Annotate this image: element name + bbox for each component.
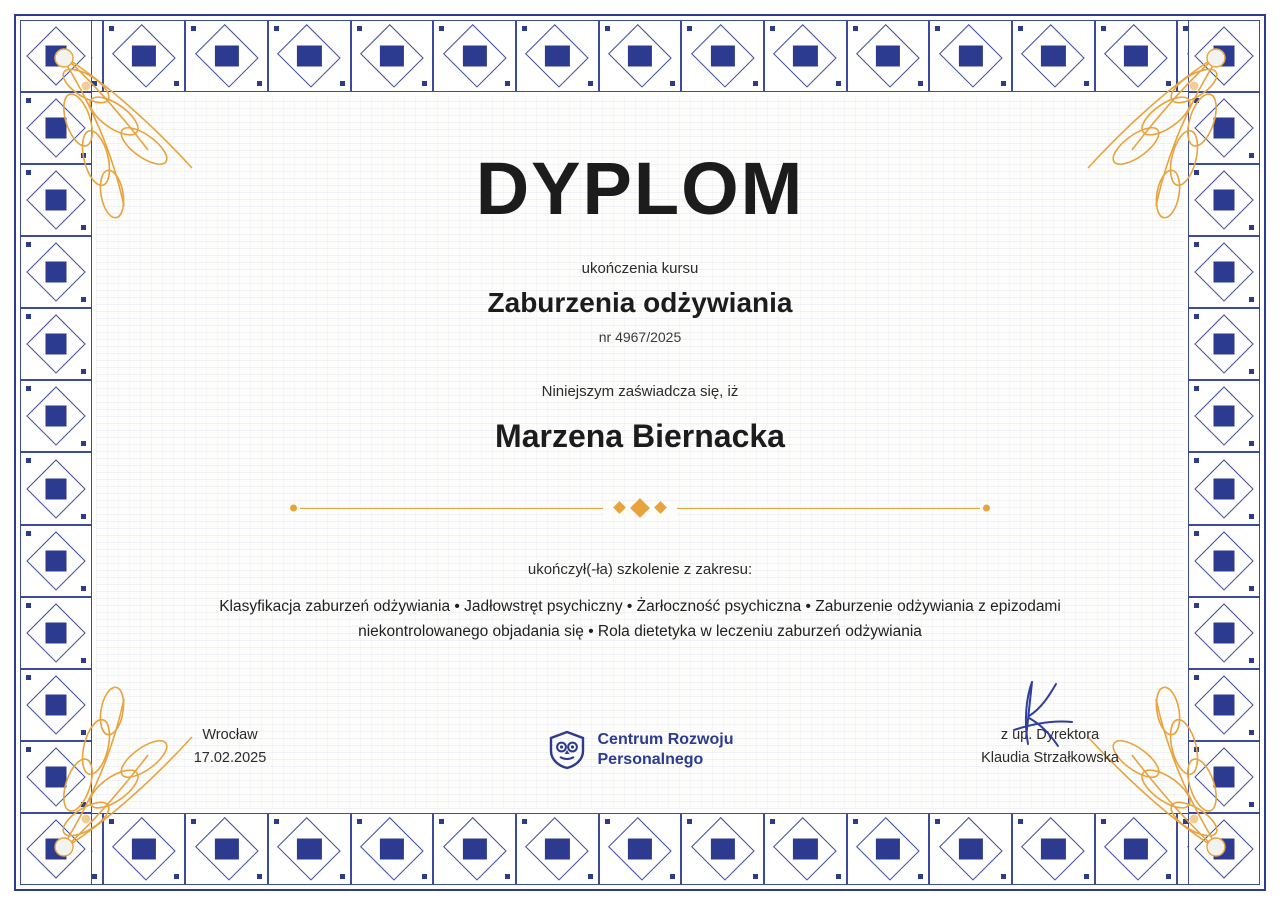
organization-logo [547, 730, 734, 770]
border-tile-dot [935, 26, 940, 31]
border-tile [1188, 741, 1260, 813]
border-tile-dot [109, 26, 114, 31]
border-tile [847, 813, 930, 885]
border-tile-dot [1166, 81, 1171, 86]
border-tile [103, 20, 186, 92]
signer-name: Klaudia Strzałkowska [981, 749, 1119, 766]
border-tile-dot [1001, 81, 1006, 86]
border-tile [1095, 20, 1178, 92]
gold-divider [290, 499, 990, 517]
border-tile-dot [505, 81, 510, 86]
border-tile-band-bottom [20, 813, 1260, 885]
border-tile [1188, 308, 1260, 380]
border-tile [929, 813, 1012, 885]
border-tile-dot [81, 586, 86, 591]
border-tile [20, 669, 92, 741]
border-tile-dot [26, 242, 31, 247]
border-corner-bottom-left [20, 813, 92, 885]
border-tile-dot [1194, 386, 1199, 391]
border-tile-dot [174, 81, 179, 86]
signer-role: z up. Dyrektora [1000, 726, 1100, 743]
border-tile-dot [1194, 458, 1199, 463]
border-tile-dot [1194, 675, 1199, 680]
border-tile [20, 452, 92, 524]
border-tile [433, 813, 516, 885]
organization-name-line2: Personalnego [597, 751, 704, 768]
course-completion-label: ukończenia kursu [581, 259, 699, 277]
border-tile-dot [191, 26, 196, 31]
border-tile-dot [1001, 874, 1006, 879]
organization-name [598, 730, 734, 770]
border-tile-dot [439, 26, 444, 31]
border-tile-dot [670, 81, 675, 86]
border-tile [1188, 92, 1260, 164]
border-tile-dot [26, 386, 31, 391]
border-tile-dot [1249, 586, 1254, 591]
border-tile [1012, 20, 1095, 92]
border-tile-dot [1249, 658, 1254, 663]
border-tile-dot [505, 874, 510, 879]
border-tile-dot [1018, 819, 1023, 824]
border-tile-dot [26, 170, 31, 175]
diamond-icon [654, 501, 667, 514]
border-tile-dot [1194, 242, 1199, 247]
border-tile-dot [687, 26, 692, 31]
border-tile-dot [191, 819, 196, 824]
scope-text: Klasyfikacja zaburzeń odżywiania • Jadłowstręt psychiczny • Żarłoczność psychiczna • Zaburzenie odżywiania z epizodami niekontrolowanego objadania się • Rola dietetyka w leczeniu zaburzeń odżywiania [219, 597, 1061, 641]
border-tile [1188, 236, 1260, 308]
border-tile-dot [836, 81, 841, 86]
border-tile [1188, 452, 1260, 524]
border-tile [929, 20, 1012, 92]
attestation-line: Niniejszym zaświadcza się, iż [541, 382, 739, 400]
border-tile-dot [81, 369, 86, 374]
border-tile-dot [26, 531, 31, 536]
border-tile-dot [357, 819, 362, 824]
border-tile-dot [257, 81, 262, 86]
border-tile [1188, 380, 1260, 452]
border-tile-dot [770, 26, 775, 31]
border-tile [681, 20, 764, 92]
owl-shield-logo-icon [547, 730, 587, 770]
border-tile-dot [1166, 874, 1171, 879]
border-tile [681, 813, 764, 885]
border-tile-dot [1194, 603, 1199, 608]
border-tile-dot [422, 874, 427, 879]
border-tile [20, 380, 92, 452]
diamond-icon [630, 498, 650, 518]
border-tile-dot [605, 26, 610, 31]
border-tile-dot [26, 314, 31, 319]
border-tile-dot [1249, 802, 1254, 807]
border-tile-dot [918, 81, 923, 86]
border-tile-dot [26, 675, 31, 680]
border-tile-dot [1101, 819, 1106, 824]
border-tile-dot [81, 730, 86, 735]
border-tile-dot [92, 874, 97, 879]
border-tile-dot [1084, 81, 1089, 86]
footer-date: 17.02.2025 [193, 749, 267, 766]
border-tile-dot [81, 297, 86, 302]
border-tile [20, 236, 92, 308]
footer-signature-block [950, 724, 1150, 770]
border-tile [20, 164, 92, 236]
border-corner-top-right [1188, 20, 1260, 92]
scope-label: ukończył(-ła) szkolenie z zakresu: [527, 560, 753, 578]
border-tile-dot [522, 819, 527, 824]
border-tile-dot [340, 874, 345, 879]
border-tile [103, 813, 186, 885]
border-tile-dot [1194, 98, 1199, 103]
footer-place: Wrocław [202, 726, 258, 743]
border-tile-dot [274, 819, 279, 824]
border-tile-dot [174, 874, 179, 879]
border-tile-dot [81, 441, 86, 446]
border-tile [268, 20, 351, 92]
border-tile-dot [935, 819, 940, 824]
border-tile-dot [1194, 314, 1199, 319]
border-tile-dot [770, 819, 775, 824]
border-tile [20, 525, 92, 597]
divider-diamond-cluster [603, 501, 677, 515]
border-tile-dot [853, 819, 858, 824]
border-tile-dot [1249, 297, 1254, 302]
certificate-footer [130, 724, 1150, 770]
diamond-icon [613, 501, 626, 514]
border-tile-dot [26, 458, 31, 463]
border-tile [1188, 525, 1260, 597]
border-tile-dot [81, 802, 86, 807]
border-tile-dot [1194, 531, 1199, 536]
border-tile [599, 20, 682, 92]
border-tile-dot [670, 874, 675, 879]
border-tile-dot [26, 747, 31, 752]
border-tile [185, 20, 268, 92]
course-number: nr 4967/2025 [598, 328, 682, 345]
organization-name-line1: Centrum Rozwoju [597, 731, 734, 748]
border-tile-dot [753, 81, 758, 86]
border-tile-dot [522, 26, 527, 31]
course-name: Zaburzenia odżywiania [487, 286, 793, 318]
border-tile [1188, 669, 1260, 741]
border-tile [764, 813, 847, 885]
border-tile-dot [588, 874, 593, 879]
certificate-content [120, 147, 1160, 785]
border-tile-dot [1018, 26, 1023, 31]
border-tile-dot [1249, 225, 1254, 230]
border-tile-dot [918, 874, 923, 879]
border-tile [1188, 164, 1260, 236]
border-tile-dot [26, 603, 31, 608]
border-tile-dot [26, 98, 31, 103]
border-tile [847, 20, 930, 92]
border-tile-dot [1194, 170, 1199, 175]
border-tile-dot [1194, 747, 1199, 752]
border-tile-dot [1249, 153, 1254, 158]
border-tile-band-top [20, 20, 1260, 92]
border-tile [20, 741, 92, 813]
border-tile-dot [753, 874, 758, 879]
border-tile-dot [1249, 441, 1254, 446]
border-tile-dot [836, 874, 841, 879]
border-tile-band-left [20, 92, 92, 813]
border-corner-top-left [20, 20, 92, 92]
divider-end-dot-right [983, 504, 990, 511]
border-tile-dot [422, 81, 427, 86]
border-tile [20, 92, 92, 164]
border-tile [516, 813, 599, 885]
border-tile [185, 813, 268, 885]
border-tile [1012, 813, 1095, 885]
border-tile-dot [257, 874, 262, 879]
footer-place-date [130, 724, 330, 770]
border-corner-bottom-right [1188, 813, 1260, 885]
border-tile-dot [1084, 874, 1089, 879]
border-tile [268, 813, 351, 885]
border-tile [764, 20, 847, 92]
border-tile-dot [81, 514, 86, 519]
border-tile [20, 308, 92, 380]
border-tile-band-right [1188, 92, 1260, 813]
recipient-name: Marzena Biernacka [495, 417, 785, 454]
border-tile-dot [605, 819, 610, 824]
border-tile [351, 813, 434, 885]
border-tile-dot [357, 26, 362, 31]
border-tile-dot [687, 819, 692, 824]
border-tile-dot [853, 26, 858, 31]
border-tile-dot [1249, 369, 1254, 374]
border-tile-dot [81, 153, 86, 158]
border-tile [599, 813, 682, 885]
border-tile-dot [439, 819, 444, 824]
border-tile-dot [1249, 514, 1254, 519]
border-tile-dot [340, 81, 345, 86]
border-tile [20, 597, 92, 669]
border-tile-dot [81, 225, 86, 230]
divider-end-dot-left [290, 504, 297, 511]
border-tile-dot [1249, 730, 1254, 735]
border-tile [433, 20, 516, 92]
border-tile-dot [588, 81, 593, 86]
border-tile-dot [81, 658, 86, 663]
border-tile [1188, 597, 1260, 669]
border-tile [351, 20, 434, 92]
border-tile-dot [274, 26, 279, 31]
page-title: DYPLOM [475, 147, 805, 230]
border-tile-dot [92, 81, 97, 86]
border-tile [1095, 813, 1178, 885]
border-tile-dot [1101, 26, 1106, 31]
border-tile [516, 20, 599, 92]
border-tile-dot [109, 819, 114, 824]
